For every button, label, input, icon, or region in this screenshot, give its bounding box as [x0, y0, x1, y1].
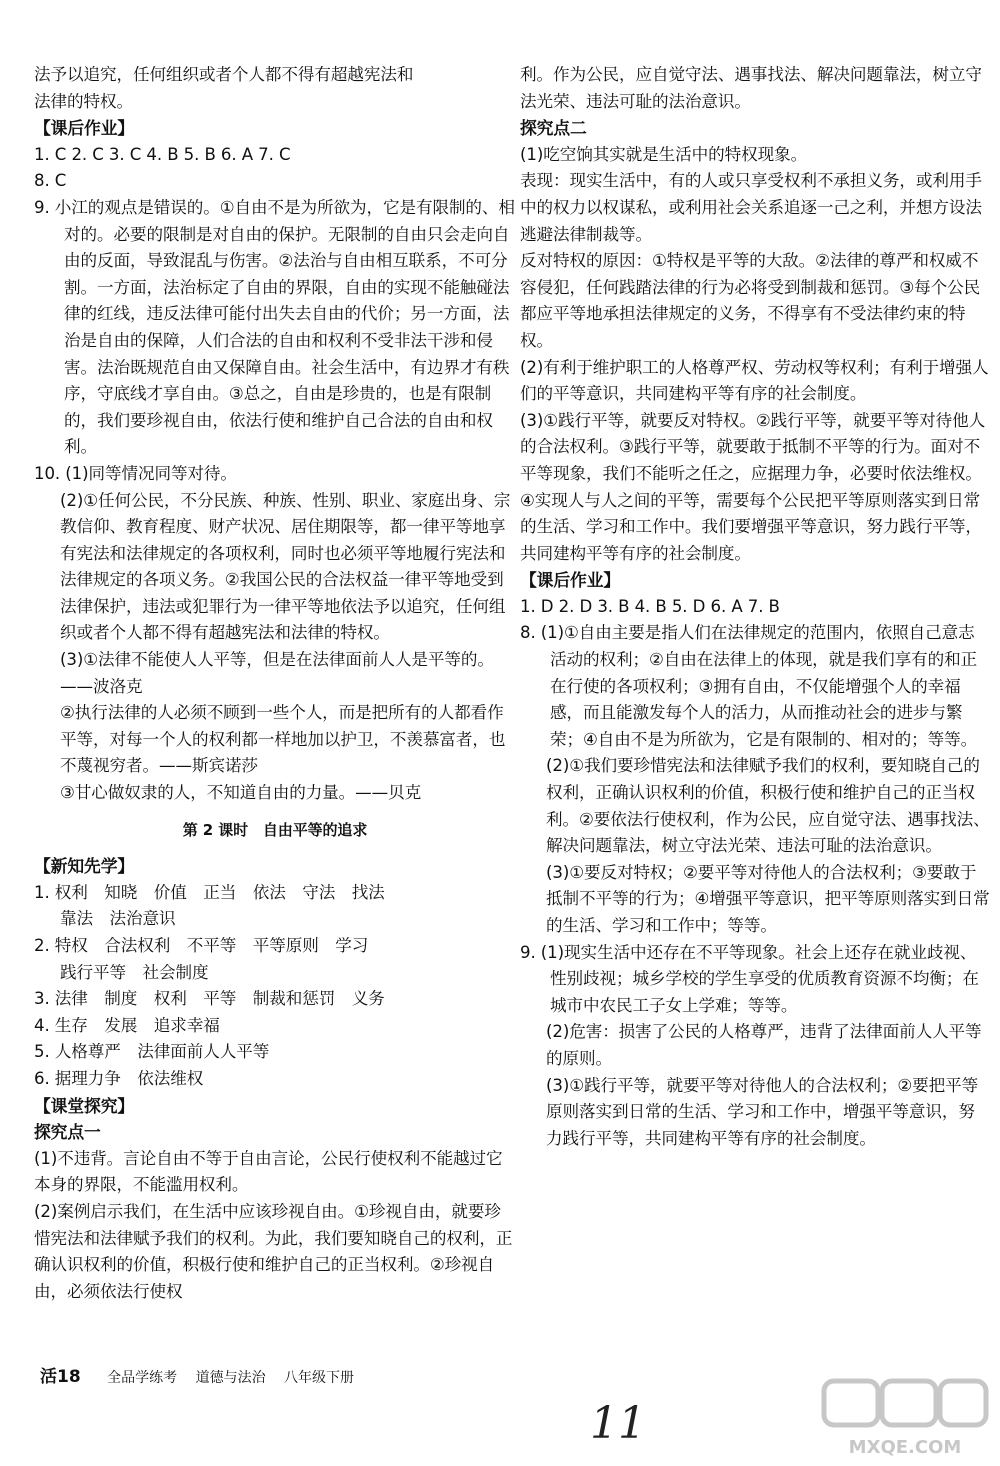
quote-spinoza: ②执行法律的人必须不顾到一些个人，而是把所有的人都看作平等，对每一个人的权利都一样地加以护卫，不羡慕富者，也不蔑视穷者。——斯宾诺莎	[60, 703, 506, 776]
section-heading-preview: 【新知先学】	[34, 856, 135, 877]
quote-beck: ③甘心做奴隶的人，不知道自由的力量。——贝克	[60, 783, 422, 803]
question-9-part2: (2)危害：损害了公民的人格尊严，违背了法律面前人人平等的原则。	[546, 1022, 982, 1068]
section-heading-homework-2: 【课后作业】	[520, 570, 621, 591]
question-9-part3: (3)①践行平等，就要平等对待他人的合法权利；②要把平等原则落实到日常的生活、学习和工作中，增强平等意识，努力践行平等，共同建构平等有序的社会制度。	[546, 1075, 979, 1148]
question-8-part1: 8. (1)①自由主要是指人们在法律规定的范围内，依照自己意志活动的权利；②自由在法律上的体现，就是我们享有的和正在行使的各项权利；③拥有自由，不仅能增强个人的幸福感，而且能激发每个人的活力，从而推动社会的进步与繁荣；④自由不是为所欲为，它是有限制的、相对的；等等。	[520, 623, 978, 749]
question-8-part3: (3)①要反对特权；②要平等对待他人的合法权利；③要敢于抵制不平等的行为；④增强平等意识，把平等原则落实到日常的生活、学习和工作中；等等。	[546, 862, 990, 935]
keyword-line: 3. 法律 制度 权利 平等 制裁和惩罚 义务	[34, 989, 385, 1009]
right-column	[520, 62, 990, 1152]
inquiry-2-answer-1: (1)吃空饷其实就是生活中的特权现象。	[520, 144, 808, 164]
handwritten-mark: 11	[590, 1398, 646, 1449]
book-subject: 道德与法治	[195, 1370, 266, 1386]
inquiry-point-1: 探究点一	[34, 1122, 101, 1143]
inquiry-2-answer-3: (3)①践行平等，就要反对特权。②践行平等，就要平等对待他人的合法权利。③践行平等，就要敢于抵制不平等的行为。面对不平等现象，我们不能听之任之，应据理力争，必要时依法维权。④实现人与人之间的平等，需要每个公民把平等原则落实到日常的生活、学习和工作中。我们要增强平等意识，努力践行平等，共同建构平等有序的社会制度。	[520, 410, 986, 563]
question-9-part1: 9. (1)现实生活中还存在不平等现象。社会上还存在就业歧视、性别歧视；城乡学校的学生享受的优质教育资源不均衡；在城市中农民工子女上学难；等等。	[520, 942, 979, 1015]
question-10-part3: (3)①法律不能使人人平等，但是在法律面前人人是平等的。——波洛克	[60, 650, 494, 696]
keyword-line: 践行平等 社会制度	[60, 962, 209, 982]
answer-line: 1. C 2. C 3. C 4. B 5. B 6. A 7. C	[34, 144, 291, 164]
section-heading-class-inquiry: 【课堂探究】	[34, 1095, 135, 1116]
inquiry-1-answer-2: (2)案例启示我们，在生活中应该珍视自由。①珍视自由，就要珍惜宪法和法律赋予我们的权利。为此，我们要知晓自己的权利，正确认识权利的价值，积极行使和维护自己的正当权利。②珍视自由，必须依法行使权	[34, 1201, 513, 1301]
book-series: 全品学练考	[107, 1370, 178, 1386]
inquiry-2-answer-2: (2)有利于维护职工的人格尊严权、劳动权等权利；有利于增强人们的平等意识，共同建构平等有序的社会制度。	[520, 357, 989, 404]
keyword-line: 靠法 法治意识	[60, 909, 176, 929]
keyword-line: 4. 生存 发展 追求幸福	[34, 1015, 220, 1035]
question-10-part1: 10. (1)同等情况同等对待。	[34, 463, 237, 483]
watermark-logo	[820, 1375, 990, 1460]
page-footer	[40, 1362, 368, 1387]
keyword-line: 6. 据理力争 依法维权	[34, 1068, 204, 1088]
question-8-part2: (2)①我们要珍惜宪法和法律赋予我们的权利，要知晓自己的权利，正确认识权利的价值，积极行使和维护自己的正当权利。②要依法行使权利，作为公民，应自觉守法、遇事找法、解决问题靠法，树立守法光荣、违法可耻的法治意识。	[546, 756, 990, 856]
text-line: 法律的特权。	[34, 91, 133, 111]
inquiry-point-2: 探究点二	[520, 118, 587, 139]
keyword-line: 5. 人格尊严 法律面前人人平等	[34, 1042, 270, 1062]
lesson-title: 第 2 课时 自由平等的追求	[182, 820, 368, 839]
section-heading-homework: 【课后作业】	[34, 118, 135, 139]
page-number: 活18	[40, 1367, 81, 1387]
question-9-answer: 9. 小江的观点是错误的。①自由不是为所欲为，它是有限制的、相对的。必要的限制是对自由的保护。无限制的自由只会走向自由的反面，导致混乱与伤害。②法治与自由相互联系，不可分割。一方面，法治标定了自由的界限，自由的实现不能触碰法律的红线，违反法律可能付出失去自由的代价；另一方面，法治是自由的保障，人们合法的自由和权利不受非法干涉和侵害。法治既规范自由又保障自由。社会生活中，有边界才有秩序，守底线才享自由。③总之，自由是珍贵的，也是有限制的，我们要珍视自由，依法行使和维护自己合法的自由和权利。	[34, 197, 515, 457]
inquiry-2-manifestation: 表现：现实生活中，有的人或只享受权利不承担义务，或利用手中的权力以权谋私，或利用社会关系追逐一己之利，并想方设法逃避法律制裁等。	[520, 171, 982, 244]
left-column	[34, 62, 516, 1305]
svg-text:MXQE.COM: MXQE.COM	[848, 1437, 962, 1458]
text-line: 利。作为公民，应自觉守法、遇事找法、解决问题靠法，树立守法光荣、违法可耻的法治意识。	[520, 65, 982, 111]
text-line: 法予以追究，任何组织或者个人都不得有超越宪法和	[34, 65, 414, 84]
inquiry-1-answer-1: (1)不违背。言论自由不等于自由言论，公民行使权利不能越过它本身的界限，不能滥用权利。	[34, 1148, 503, 1195]
inquiry-2-reasons: 反对特权的原因：①特权是平等的大敌。②法律的尊严和权威不容侵犯，任何践踏法律的行为必将受到制裁和惩罚。③每个公民都应平等地承担法律规定的义务，不得享有不受法律约束的特权。	[520, 251, 981, 350]
book-grade: 八年级下册	[284, 1370, 355, 1386]
keyword-line: 2. 特权 合法权利 不平等 平等原则 学习	[34, 936, 369, 955]
answer-line: 8. C	[34, 171, 67, 191]
keyword-line: 1. 权利 知晓 价值 正当 依法 守法 找法	[34, 882, 385, 902]
answer-line: 1. D 2. D 3. B 4. B 5. D 6. A 7. B	[520, 596, 780, 616]
question-10-part2: (2)①任何公民，不分民族、种族、性别、职业、家庭出身、宗教信仰、教育程度、财产状况、居住期限等，都一律平等地享有宪法和法律规定的各项权利，同时也必须平等地履行宪法和法律规定的各项义务。②我国公民的合法权益一律平等地受到法律保护，违法或犯罪行为一律平等地依法予以追究，任何组织或者个人都不得有超越宪法和法律的特权。	[60, 490, 511, 643]
